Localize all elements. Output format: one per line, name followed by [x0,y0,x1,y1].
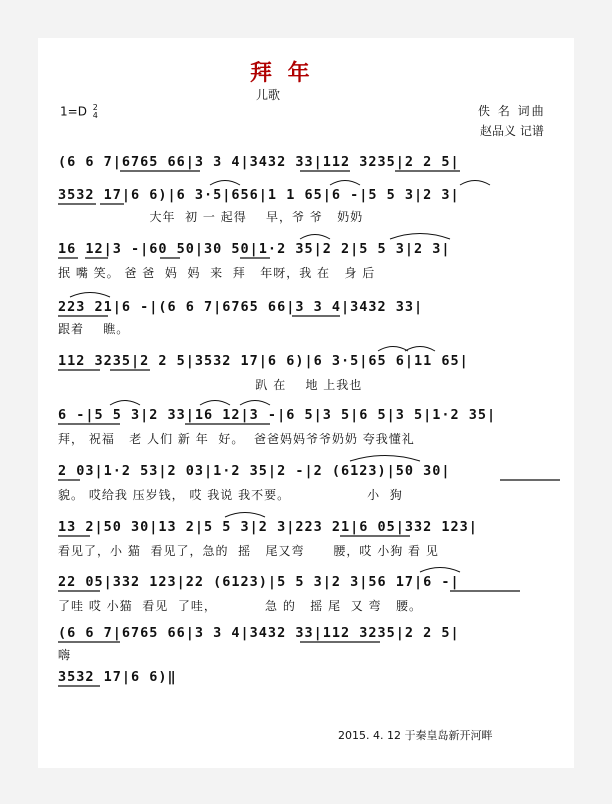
transcriber-credit: 赵品义 记谱 [480,124,544,138]
lyric-line-3: 抿 嘴 笑。 爸 爸 妈 妈 来 拜 年呀，我 在 身 后 [58,266,376,280]
lyric-line-8: 看见了，小 猫 看见了，急的 摇 尾又弯 腰，哎 小狗 看 见 [58,544,439,558]
lyric-line-2: 大年 初 一 起得 早，爷 爷 奶奶 [58,210,364,224]
time-signature-bottom: 4 [92,111,98,120]
time-signature-top: 2 [92,103,98,112]
notation-line-8: 13 2|50 30|13 2|5 5 3|2 3|223 21|6 05|332 123| [58,519,478,535]
notation-line-1: (6 6 7|6765 66|3 3 4|3432 33|112 3235|2 2 5| [58,154,460,170]
key-label: 1=D [60,104,87,119]
notation-line-4: 223 21|6 -|(6 6 7|6765 66|3 3 4|3432 33| [58,299,424,315]
song-genre: 儿歌 [256,88,281,102]
notation-line-7: 2 03|1·2 53|2 03|1·2 35|2 -|2 (6123)|50 30| [58,463,451,479]
lyric-line-5: 趴 在 地 上我也 [58,378,363,392]
notation-line-11: 3532 17|6 6)‖ [58,669,177,685]
lyricist-credit: 佚 名 词曲 [478,104,546,118]
notation-line-9: 22 05|332 123|22 (6123)|5 5 3|2 3|56 17|6 -| [58,574,460,590]
notation-line-3: 16 12|3 -|60 50|30 50|1·2 35|2 2|5 5 3|2 3| [58,241,451,257]
notation-line-10: (6 6 7|6765 66|3 3 4|3432 33|112 3235|2 2 5| [58,625,460,641]
key-signature [60,104,98,120]
time-signature [93,104,98,120]
date-location-note: 2015. 4. 12 于秦皇岛新开河畔 [338,729,493,742]
lyric-line-4: 跟着 瞧。 [58,322,130,336]
notation-line-2: 3532 17|6 6)|6 3·5|656|1 1 65|6 -|5 5 3|2 3| [58,187,460,203]
lyric-line-7: 貌。 哎给我 压岁钱， 哎 我说 我不要。 小 狗 [58,488,403,502]
lyric-line-6: 拜， 祝福 老 人们 新 年 好。 爸爸妈妈爷爷奶奶 夸我懂礼 [58,432,415,446]
notation-line-5: 112 3235|2 2 5|3532 17|6 6)|6 3·5|65 6|11 65| [58,353,469,369]
lyric-line-9: 了哇 哎 小猫 看见 了哇， 急 的 摇 尾 又 弯 腰。 [58,599,422,613]
song-title: 拜 年 [250,61,314,86]
lyric-line-10: 嗨 [58,648,72,662]
notation-line-6: 6 -|5 5 3|2 33|16 12|3 -|6 5|3 5|6 5|3 5|1·2 35| [58,407,497,423]
